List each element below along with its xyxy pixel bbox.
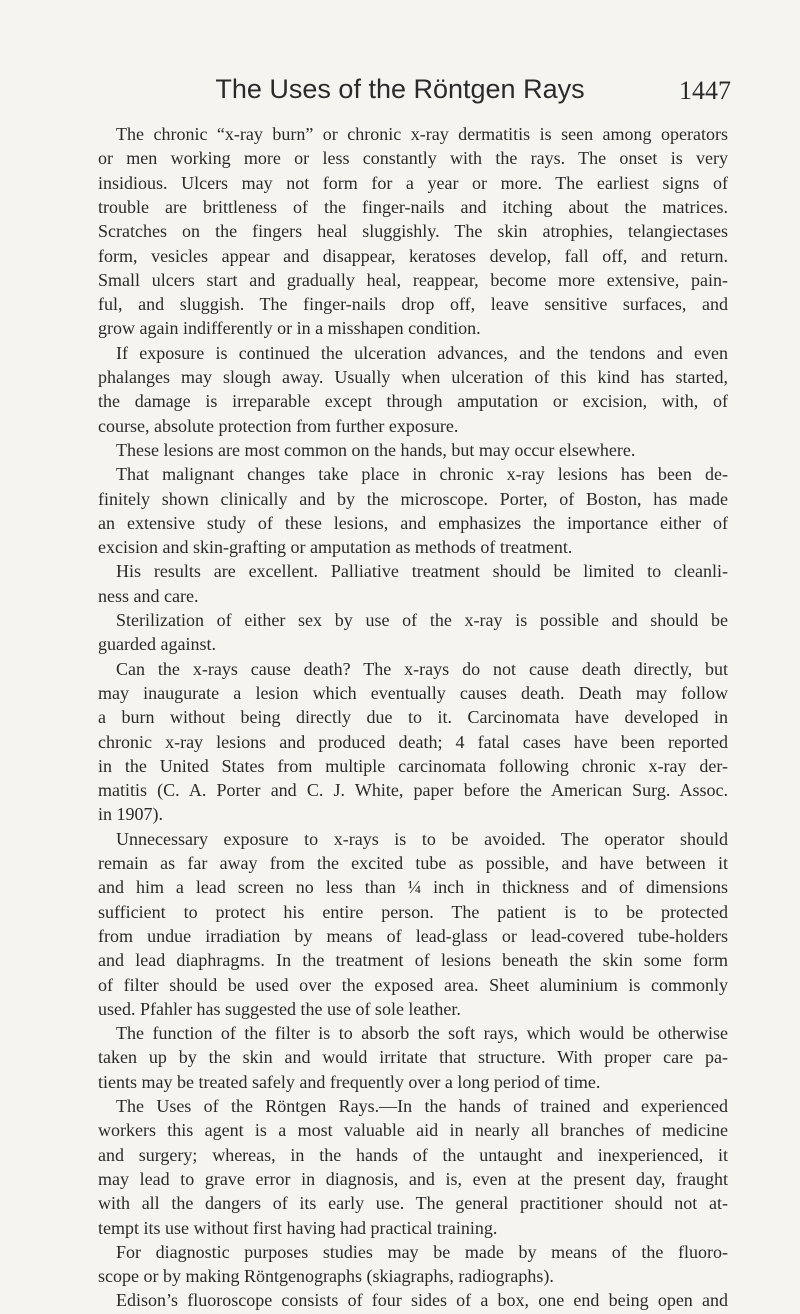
text-line: with all the dangers of its early use. The general practitioner should not at- [98, 1193, 728, 1214]
text-line: ness and care. [98, 585, 199, 606]
text-line: course, absolute protection from further exposure. [98, 415, 459, 436]
text-line: finitely shown clinically and by the microscope. Porter, of Boston, has made [98, 488, 728, 509]
text-line: matitis (C. A. Porter and C. J. White, paper before the American Surg. Assoc. [98, 780, 728, 801]
text-line: sufficient to protect his entire person. The patient is to be protected [98, 901, 728, 922]
text-line: Scratches on the fingers heal sluggishly. The skin atrophies, telangiectases [98, 221, 728, 242]
text-line: scope or by making Röntgenographs (skiagraphs, radiographs). [98, 1266, 554, 1287]
text-line: a burn without being directly due to it. Carcinomata have developed in [98, 707, 728, 728]
text-line: form, vesicles appear and disappear, keratoses develop, fall off, and return. [98, 245, 728, 266]
text-line: the damage is irreparable except through amputation or excision, with, of [98, 391, 728, 412]
text-line: trouble are brittleness of the finger-nails and itching about the matrices. [98, 196, 728, 217]
text-line: phalanges may slough away. Usually when ulceration of this kind has started, [98, 367, 728, 387]
text-line: The chronic “x-ray burn” or chronic x-ray dermatitis is seen among operators [116, 124, 728, 144]
text-line: excision and skin-grafting or amputation as methods of treatment. [98, 537, 573, 558]
text-line: may lead to grave error in diagnosis, and is, even at the present day, fraught [98, 1168, 728, 1189]
text-line: and lead diaphragms. In the treatment of lesions beneath the skin some form [98, 950, 728, 971]
text-line: His results are excellent. Palliative treatment should be limited to cleanli- [116, 561, 728, 582]
text-line: workers this agent is a most valuable aid in nearly all branches of medicine [98, 1120, 728, 1141]
text-line: used. Pfahler has suggested the use of sole leather. [98, 998, 461, 1019]
text-line: and surgery; whereas, in the hands of the untaught and inexperienced, it [98, 1144, 728, 1165]
text-line: in the United States from multiple carcinomata following chronic x-ray der- [98, 755, 728, 776]
text-line: The Uses of the Röntgen Rays.—In the hands of trained and experienced [116, 1096, 728, 1116]
text-line: in 1907). [98, 804, 163, 825]
page-number: 1447 [679, 76, 731, 105]
text-line: taken up by the skin and would irritate that structure. With proper care pa- [98, 1047, 728, 1068]
text-line: If exposure is continued the ulceration advances, and the tendons and even [116, 342, 728, 363]
text-line: Can the x-rays cause death? The x-rays do not cause death directly, but [116, 658, 728, 679]
text-line: That malignant changes take place in chronic x-ray lesions has been de- [116, 464, 728, 485]
text-line: insidious. Ulcers may not form for a year or more. The earliest signs of [98, 172, 728, 193]
text-line: may inaugurate a lesion which eventually causes death. Death may follow [98, 682, 728, 703]
text-line: ful, and sluggish. The finger-nails drop off, leave sensitive surfaces, and [98, 294, 728, 315]
text-line: Edison’s fluoroscope consists of four sides of a box, one end being open and [116, 1290, 728, 1311]
text-line: from undue irradiation by means of lead-glass or lead-covered tube-holders [98, 925, 728, 946]
text-line: chronic x-ray lesions and produced death; 4 fatal cases have been reported [98, 731, 728, 752]
text-line: Small ulcers start and gradually heal, reappear, become more extensive, pain- [98, 269, 728, 290]
running-title: The Uses of the Röntgen Rays [215, 74, 585, 104]
text-line: These lesions are most common on the hands, but may occur elsewhere. [116, 439, 636, 460]
text-line: or men working more or less constantly with the rays. The onset is very [98, 148, 728, 169]
text-line: remain as far away from the excited tube as possible, and have between it [98, 853, 728, 873]
text-line: an extensive study of these lesions, and emphasizes the importance either of [98, 512, 728, 533]
page-header [0, 74, 800, 114]
text-line: and him a lead screen no less than ¼ inch in thickness and of dimensions [98, 877, 728, 898]
text-line: tempt its use without first having had practical training. [98, 1217, 498, 1238]
text-line: tients may be treated safely and frequently over a long period of time. [98, 1071, 601, 1092]
text-line: The function of the filter is to absorb the soft rays, which would be otherwise [116, 1023, 728, 1044]
text-line: guarded against. [98, 634, 216, 655]
text-line: Unnecessary exposure to x-rays is to be avoided. The operator should [116, 828, 728, 849]
text-line: Sterilization of either sex by use of the x-ray is possible and should be [116, 610, 728, 630]
text-line: of filter should be used over the exposed area. Sheet aluminium is commonly [98, 974, 728, 995]
text-line: For diagnostic purposes studies may be made by means of the fluoro- [116, 1241, 728, 1262]
text-line: grow again indifferently or in a misshapen condition. [98, 318, 481, 339]
